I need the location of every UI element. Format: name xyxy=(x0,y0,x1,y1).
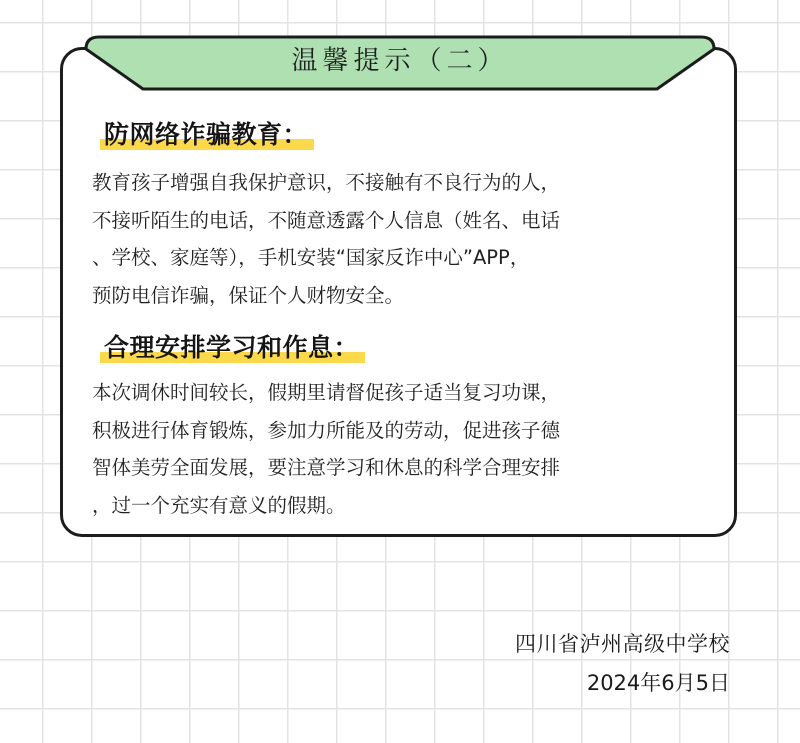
body-line: ，过一个充实有意义的假期。 xyxy=(92,493,346,517)
notice-date: 2024年6月5日 xyxy=(586,671,730,695)
section-body-schedule xyxy=(92,374,712,524)
section-heading-text: 合理安排学习和作息： xyxy=(100,328,365,364)
body-line: 不接听陌生的电话，不随意透露个人信息（姓名、电话 xyxy=(92,208,561,232)
section-heading-schedule xyxy=(100,328,365,364)
body-line: 教育孩子增强自我保护意识，不接触有不良行为的人， xyxy=(92,171,561,194)
section-body-anti-fraud xyxy=(92,164,712,314)
section-heading-anti-fraud xyxy=(100,115,314,151)
body-line: 智体美劳全面发展，要注意学习和休息的科学合理安排 xyxy=(92,456,561,479)
title-tab xyxy=(83,35,717,91)
body-line: 本次调休时间较长，假期里请督促孩子适当复习功课， xyxy=(92,381,561,404)
body-line: 积极进行体育锻炼，参加力所能及的劳动，促进孩子德 xyxy=(92,418,561,442)
section-heading-text: 防网络诈骗教育： xyxy=(100,115,314,151)
body-line: 、学校、家庭等），手机安装“国家反诈中心”APP， xyxy=(92,246,530,269)
tab-title: 温馨提示（二） xyxy=(291,46,509,76)
body-line: 预防电信诈骗，保证个人财物安全。 xyxy=(92,283,405,307)
school-name: 四川省泸州高级中学校 xyxy=(515,632,730,656)
